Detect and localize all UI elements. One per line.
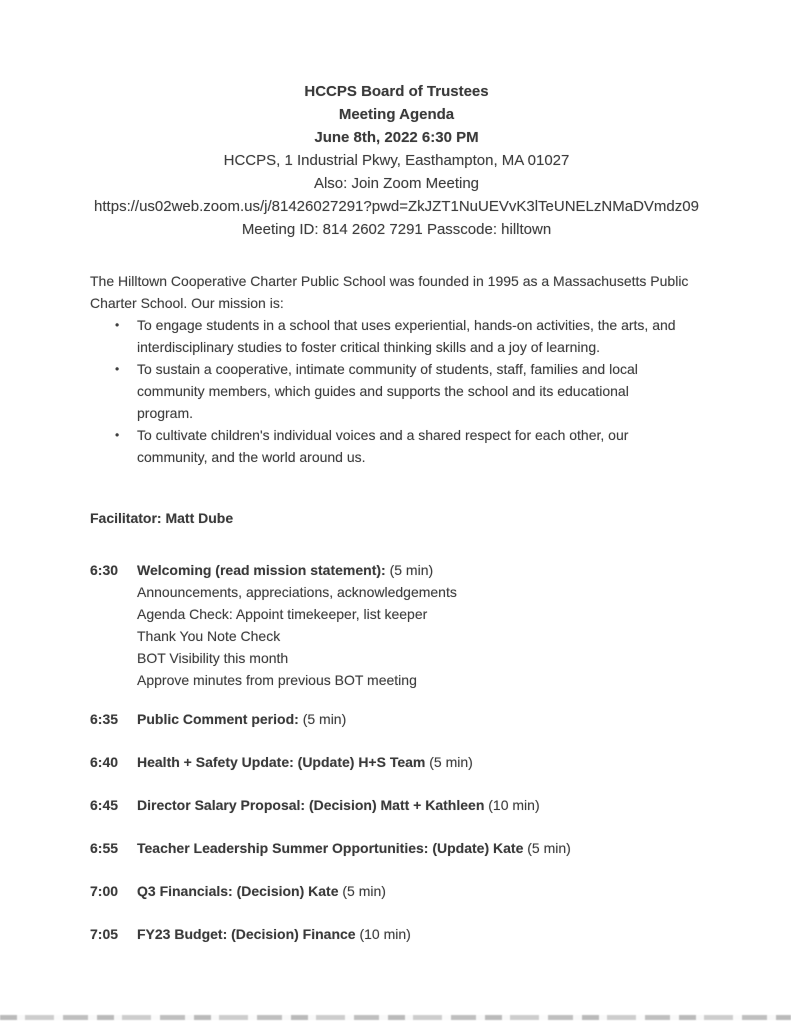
agenda-time: 7:00: [90, 883, 119, 899]
agenda-item-duration: (5 min): [389, 562, 434, 578]
agenda-row: [90, 880, 703, 902]
agenda-item: [90, 559, 703, 691]
agenda-line: [137, 708, 346, 730]
meeting-title: HCCPS Board of Trustees: [304, 83, 489, 100]
agenda-item-duration: (5 min): [302, 711, 347, 727]
mission-bullet-text: To cultivate children's individual voices and a shared respect for each other, our community, and the world around us.: [137, 427, 629, 465]
agenda-row: [90, 559, 703, 581]
agenda-item-title: Welcoming (read mission statement):: [137, 562, 386, 578]
meeting-location: HCCPS, 1 Industrial Pkwy, Easthampton, MA 01027: [223, 152, 570, 169]
agenda-subline: BOT Visibility this month: [137, 650, 289, 666]
meeting-id-passcode: Meeting ID: 814 2602 7291 Passcode: hilltown: [241, 221, 552, 238]
agenda-subline: Agenda Check: Appoint timekeeper, list keeper: [137, 606, 428, 622]
agenda-item-duration: (5 min): [342, 883, 386, 899]
agenda-line: [137, 559, 433, 581]
mission-bullet-list: [90, 314, 703, 468]
agenda-item-title: Director Salary Proposal: (Decision) Matt + Kathleen: [137, 797, 485, 813]
agenda-item-title: Health + Safety Update: (Update) H+S Team: [137, 754, 426, 770]
bullet-dot-icon: •: [115, 362, 120, 376]
agenda-item-duration: (5 min): [429, 754, 473, 770]
agenda-item-duration: (5 min): [527, 840, 571, 856]
agenda-time: 6:35: [90, 711, 119, 727]
agenda-item-duration: (10 min): [488, 797, 540, 813]
agenda-item: [90, 837, 703, 859]
zoom-url: https://us02web.zoom.us/j/81426027291?pwd=ZkJZT1NuUEVvK3lTeUNELzNMaDVmdz09: [94, 198, 699, 215]
agenda-item: [90, 923, 703, 945]
agenda-time: 6:40: [90, 754, 119, 770]
mission-bullet: [90, 358, 703, 424]
agenda-line: [137, 751, 473, 773]
agenda-subline: Thank You Note Check: [137, 628, 281, 644]
agenda-row: [90, 923, 703, 945]
agenda-time: 7:05: [90, 926, 119, 942]
agenda-item-title: Public Comment period:: [137, 711, 299, 727]
agenda-row: [90, 794, 703, 816]
facilitator-line: Facilitator: Matt Dube: [90, 510, 234, 526]
agenda-item-title: Teacher Leadership Summer Opportunities: (Update) Kate: [137, 840, 524, 856]
scan-edge-artifact: [0, 1015, 791, 1020]
meeting-datetime: June 8th, 2022 6:30 PM: [314, 129, 479, 146]
document-header: [90, 80, 703, 241]
agenda-line: [137, 837, 571, 859]
agenda-line: [137, 880, 386, 902]
agenda-item: [90, 708, 703, 730]
agenda-section: [90, 559, 703, 945]
bullet-dot-icon: •: [115, 318, 120, 332]
mission-intro: The Hilltown Cooperative Charter Public School was founded in 1995 as a Massachusetts Public Charter School. Our mission is:: [90, 273, 689, 311]
agenda-line: [137, 923, 411, 945]
meeting-subtitle: Meeting Agenda: [338, 106, 455, 123]
zoom-join-label: Also: Join Zoom Meeting: [313, 175, 480, 192]
mission-bullet-text: To sustain a cooperative, intimate community of students, staff, families and local community members, which guides and supports the school and its educational program.: [137, 361, 638, 421]
agenda-time: 6:45: [90, 797, 119, 813]
agenda-row: [90, 708, 703, 730]
agenda-time: 6:30: [90, 562, 119, 578]
agenda-item-title: FY23 Budget: (Decision) Finance: [137, 926, 356, 942]
agenda-subline: Approve minutes from previous BOT meeting: [137, 672, 417, 688]
agenda-row: [90, 751, 703, 773]
bullet-dot-icon: •: [115, 428, 120, 442]
mission-bullet-text: To engage students in a school that uses experiential, hands-on activities, the arts, and interdisciplinary studies to foster critical thinking skills and a joy of learning.: [137, 317, 676, 355]
agenda-line: [137, 794, 540, 816]
agenda-subline: Announcements, appreciations, acknowledgements: [137, 584, 457, 600]
agenda-item: [90, 751, 703, 773]
agenda-item-title: Q3 Financials: (Decision) Kate: [137, 883, 339, 899]
agenda-time: 6:55: [90, 840, 119, 856]
mission-bullet: [90, 424, 703, 468]
agenda-item-duration: (10 min): [359, 926, 411, 942]
mission-bullet: [90, 314, 703, 358]
agenda-item: [90, 880, 703, 902]
agenda-detail-list: [137, 581, 703, 691]
mission-section: [90, 270, 703, 468]
agenda-item: [90, 794, 703, 816]
agenda-row: [90, 837, 703, 859]
